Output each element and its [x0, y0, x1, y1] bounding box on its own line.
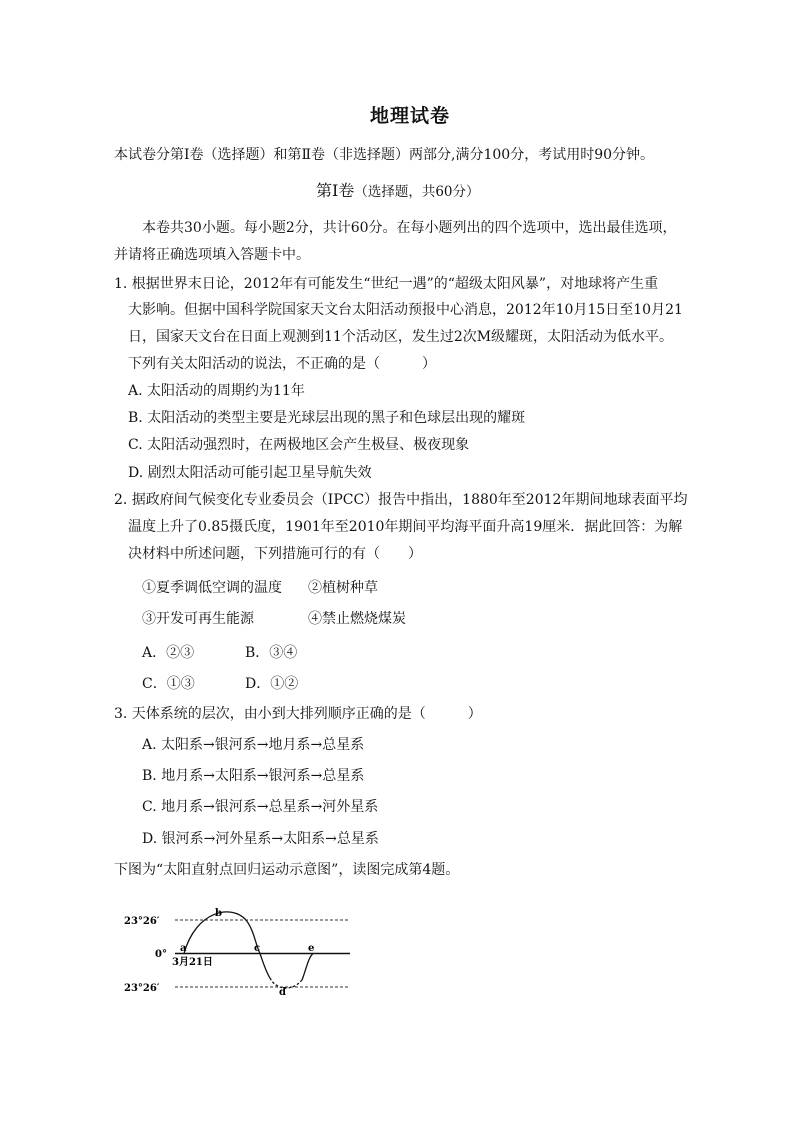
- date-label: 3月21日: [172, 957, 213, 968]
- lat-label-bottom: 23°26′: [124, 983, 160, 994]
- instruction-line: 本卷共30小题。每小题2分，共计60分。在每小题列出的四个选项中，选出最佳选项，: [142, 220, 677, 236]
- option-a: A. 太阳活动的周期约为11年: [128, 383, 305, 399]
- point-label-e: e: [308, 943, 315, 954]
- question-stem-line: 日，国家天文台在日面上观测到11个活动区，发生过2次M级耀斑，太阳活动为低水平。: [128, 329, 674, 345]
- volume-heading: [316, 181, 480, 202]
- question-stem-line: 决材料中所述问题，下列措施可行的有（ ）: [128, 546, 422, 562]
- option-b: B. 太阳活动的类型主要是光球层出现的黑子和色球层出现的耀斑: [128, 410, 526, 426]
- option-c: C. 地月系→银河系→总星系→河外星系: [142, 799, 379, 815]
- option-a: A. 太阳系→银河系→地月系→总星系: [142, 737, 365, 753]
- solar-path-rising: [302, 954, 313, 981]
- measure-1: ①夏季调低空调的温度: [142, 580, 282, 596]
- volume-title: 第Ⅰ卷: [316, 181, 355, 200]
- measure-3: ③开发可再生能源: [142, 611, 254, 627]
- exam-intro: 本试卷分第Ⅰ卷（选择题）和第Ⅱ卷（非选择题）两部分,满分100分，考试用时90分钟。: [114, 147, 655, 163]
- option-c: C．①③: [142, 676, 195, 692]
- lat-label-top: 23°26′: [124, 916, 160, 927]
- option-c: C. 太阳活动强烈时，在两极地区会产生极昼、极夜现象: [128, 437, 470, 453]
- question-stem-line: 1. 根据世界末日论，2012年有可能发生“世纪一遇”的“超级太阳风暴”，对地球将产生重: [114, 276, 659, 292]
- instruction-line: 并请将正确选项填入答题卡中。: [114, 247, 310, 263]
- solar-migration-diagram: [120, 900, 360, 1010]
- question-stem-line: 下列有关太阳活动的说法，不正确的是（ ）: [128, 356, 436, 372]
- measure-4: ④禁止燃烧煤炭: [308, 611, 406, 627]
- option-d: D. 银河系→河外星系→太阳系→总星系: [142, 831, 379, 847]
- point-label-b: b: [215, 908, 222, 919]
- question-stem-line: 2. 据政府间气候变化专业委员会（IPCC）报告中指出，1880年至2012年期间地球表面平均: [114, 492, 688, 508]
- point-label-d: d: [279, 987, 286, 998]
- question-stem-line: 温度上升了0.85摄氏度，1901年至2010年期间平均海平面升高19厘米．据此回答：为解: [128, 519, 683, 535]
- figure-caption: 下图为“太阳直射点回归运动示意图”，读图完成第4题。: [114, 862, 460, 878]
- option-d: D. 剧烈太阳活动可能引起卫星导航失效: [128, 465, 372, 481]
- question-stem-line: 大影响。但据中国科学院国家天文台太阳活动预报中心消息，2012年10月15日至10月21: [128, 302, 683, 318]
- question-stem-line: 3. 天体系统的层次，由小到大排列顺序正确的是（ ）: [114, 706, 482, 722]
- option-b: B. 地月系→太阳系→银河系→总星系: [142, 768, 365, 784]
- measure-2: ②植树种草: [308, 580, 378, 596]
- point-label-c: c: [254, 943, 261, 954]
- option-d: D．①②: [245, 676, 299, 692]
- option-b: B．③④: [245, 645, 298, 661]
- point-label-a: a: [180, 943, 187, 954]
- lat-label-equator: 0°: [155, 949, 167, 960]
- exam-title: 地理试卷: [370, 105, 451, 127]
- option-a: A．②③: [142, 645, 195, 661]
- volume-subtitle: （选择题，共60分）: [354, 184, 480, 200]
